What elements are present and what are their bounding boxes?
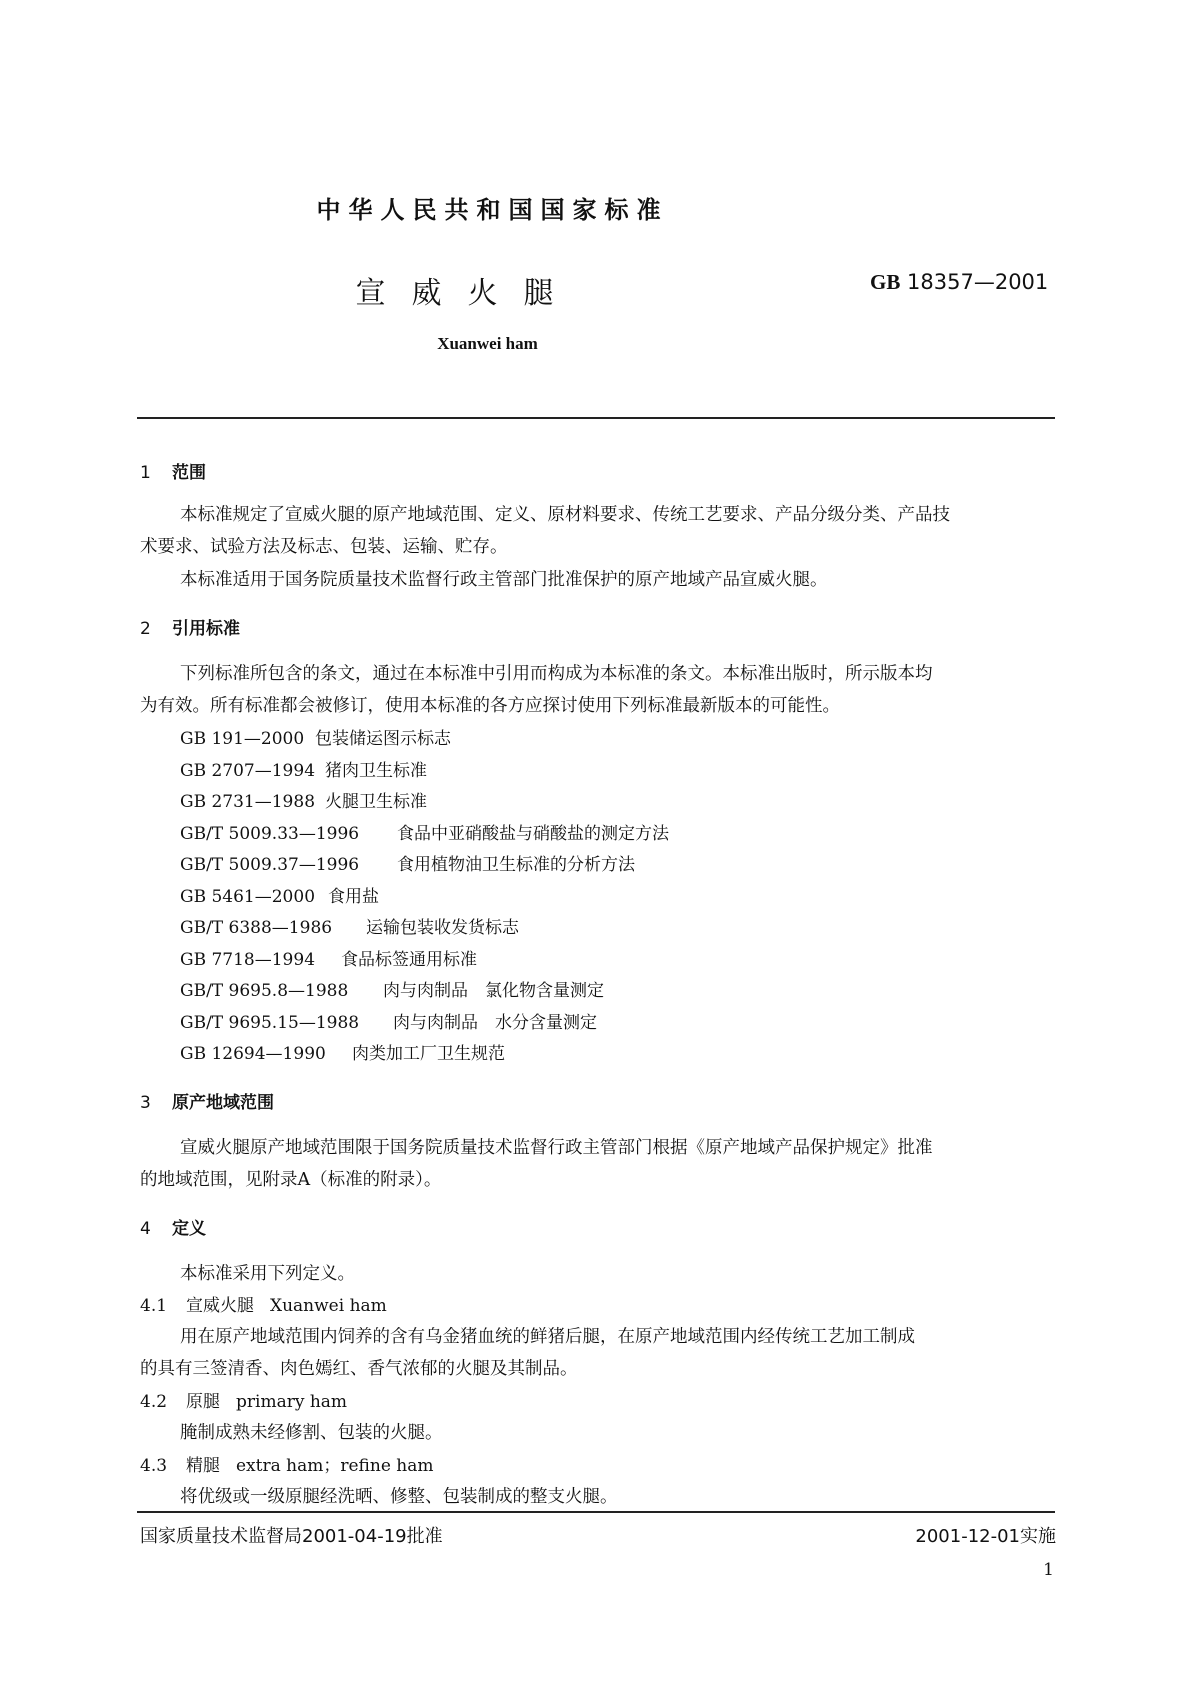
- standard-code: 18357—2001: [907, 270, 1049, 294]
- paragraph: 的具有三签清香、肉色嫣红、香气浓郁的火腿及其制品。: [140, 1359, 578, 1379]
- standard-number: [870, 270, 1048, 295]
- reference-item: GB/T 5009.37—1996 食用植物油卫生标准的分析方法: [180, 855, 635, 875]
- section-heading-2: 2 引用标准: [140, 619, 240, 639]
- reference-item: GB 5461—2000 食用盐: [180, 887, 379, 907]
- paragraph: 宣威火腿原产地域范围限于国务院质量技术监督行政主管部门根据《原产地域产品保护规定》批准: [180, 1138, 933, 1158]
- header-divider: [137, 417, 1055, 419]
- standard-title: 宣威火腿: [355, 276, 580, 311]
- paragraph: 将优级或一级原腿经洗晒、修整、包装制成的整支火腿。: [180, 1487, 618, 1507]
- reference-item: GB 7718—1994 食品标签通用标准: [180, 950, 477, 970]
- page-number: 1: [1043, 1560, 1054, 1580]
- definition-term: 4.1 宣威火腿 Xuanwei ham: [140, 1296, 387, 1316]
- reference-item: GB 12694—1990 肉类加工厂卫生规范: [180, 1044, 505, 1064]
- implementation-date: 2001-12-01实施: [915, 1526, 1056, 1547]
- reference-item: GB/T 5009.33—1996 食品中亚硝酸盐与硝酸盐的测定方法: [180, 824, 669, 844]
- definition-term: 4.3 精腿 extra ham；refine ham: [140, 1456, 434, 1476]
- paragraph: 本标准采用下列定义。: [180, 1264, 355, 1284]
- reference-item: GB 191—2000 包装储运图示标志: [180, 729, 451, 749]
- standard-prefix: GB: [870, 270, 901, 294]
- approval-date: 国家质量技术监督局2001-04-19批准: [140, 1526, 443, 1547]
- definition-term: 4.2 原腿 primary ham: [140, 1392, 348, 1412]
- paragraph: 术要求、试验方法及标志、包装、运输、贮存。: [140, 537, 508, 557]
- english-title: Xuanwei ham: [437, 334, 538, 353]
- reference-item: GB/T 9695.8—1988 肉与肉制品 氯化物含量测定: [180, 981, 604, 1001]
- reference-item: GB 2707—1994 猪肉卫生标准: [180, 761, 427, 781]
- reference-item: GB/T 6388—1986 运输包装收发货标志: [180, 918, 519, 938]
- reference-item: GB 2731—1988 火腿卫生标准: [180, 792, 427, 812]
- section-heading-4: 4 定义: [140, 1219, 206, 1239]
- footer-divider: [137, 1511, 1055, 1513]
- paragraph: 本标准规定了宣威火腿的原产地域范围、定义、原材料要求、传统工艺要求、产品分级分类、产品技: [180, 505, 950, 525]
- paragraph: 用在原产地域范围内饲养的含有乌金猪血统的鲜猪后腿，在原产地域范围内经传统工艺加工制成: [180, 1327, 915, 1347]
- national-standard-title: 中华人民共和国国家标准: [316, 196, 669, 224]
- reference-item: GB/T 9695.15—1988 肉与肉制品 水分含量测定: [180, 1013, 597, 1033]
- paragraph: 的地域范围，见附录A（标准的附录）。: [140, 1170, 442, 1190]
- paragraph: 为有效。所有标准都会被修订，使用本标准的各方应探讨使用下列标准最新版本的可能性。: [140, 696, 840, 716]
- section-heading-1: 1 范围: [140, 463, 206, 483]
- paragraph: 本标准适用于国务院质量技术监督行政主管部门批准保护的原产地域产品宣威火腿。: [180, 570, 828, 590]
- section-heading-3: 3 原产地域范围: [140, 1093, 274, 1113]
- paragraph: 腌制成熟未经修割、包装的火腿。: [180, 1423, 443, 1443]
- paragraph: 下列标准所包含的条文，通过在本标准中引用而构成为本标准的条文。本标准出版时，所示版本均: [180, 664, 933, 684]
